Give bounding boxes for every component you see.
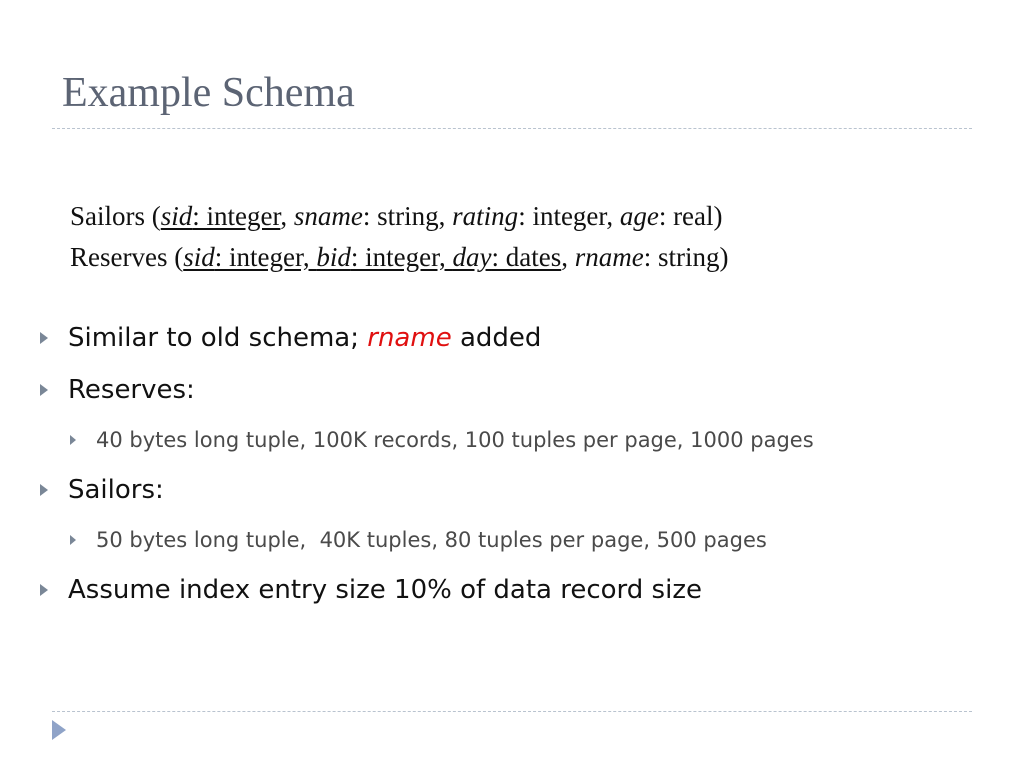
bullet-text: Sailors: [68, 475, 164, 505]
footer-divider [52, 711, 972, 712]
slide-title: Example Schema [62, 70, 355, 116]
sailors-age: age [619, 201, 659, 231]
reserves-bid: bid [316, 242, 351, 272]
triangle-right-icon [40, 332, 48, 344]
bullet-highlight: rname [367, 323, 452, 353]
sailors-rating: rating [452, 201, 519, 231]
reserves-day-type: : dates [491, 242, 562, 272]
sailors-key [161, 201, 281, 231]
triangle-right-icon [70, 535, 76, 545]
sub-bullet-text: 50 bytes long tuple, 40K tuples, 80 tuples per page, 500 pages [96, 528, 767, 552]
title-divider [52, 128, 972, 129]
sailors-sname-type: : string, [362, 201, 453, 231]
sailors-sid: sid [160, 201, 193, 231]
sailors-sep: , [280, 201, 294, 231]
triangle-right-icon [40, 584, 48, 596]
bullet-list [40, 312, 814, 616]
sailors-sname: sname [293, 201, 363, 231]
reserves-schema [70, 237, 729, 278]
bullet-item [40, 464, 814, 516]
bullet-item [40, 564, 814, 616]
sailors-schema [70, 196, 729, 237]
reserves-key [183, 242, 561, 272]
reserves-bid-type: : integer, [350, 242, 453, 272]
reserves-sid-type: : integer, [214, 242, 317, 272]
triangle-right-icon [40, 384, 48, 396]
sailors-age-type: : real) [658, 201, 723, 231]
triangle-right-icon [40, 484, 48, 496]
reserves-name: Reserves ( [70, 242, 184, 272]
bullet-item [40, 312, 814, 364]
reserves-sep: , [561, 242, 575, 272]
reserves-rname: rname [574, 242, 644, 272]
schema-definition [70, 196, 729, 278]
reserves-day: day [452, 242, 492, 272]
bullet-text: Reserves: [68, 375, 195, 405]
sub-bullet-item [40, 416, 814, 464]
sailors-rating-type: : integer, [518, 201, 620, 231]
bullet-text: Assume index entry size 10% of data record size [68, 575, 702, 605]
bullet-text-after: added [451, 323, 542, 353]
bullet-text [68, 323, 541, 353]
reserves-sid: sid [183, 242, 215, 272]
sailors-name: Sailors ( [70, 201, 161, 231]
reserves-rname-type: : string) [643, 242, 729, 272]
sub-bullet-item [40, 516, 814, 564]
sub-bullet-text: 40 bytes long tuple, 100K records, 100 tuples per page, 1000 pages [96, 428, 814, 452]
bullet-text-before: Similar to old schema; [68, 323, 368, 353]
next-slide-icon[interactable] [52, 720, 66, 740]
sailors-sid-type: : integer [192, 201, 281, 231]
bullet-item [40, 364, 814, 416]
triangle-right-icon [70, 435, 76, 445]
